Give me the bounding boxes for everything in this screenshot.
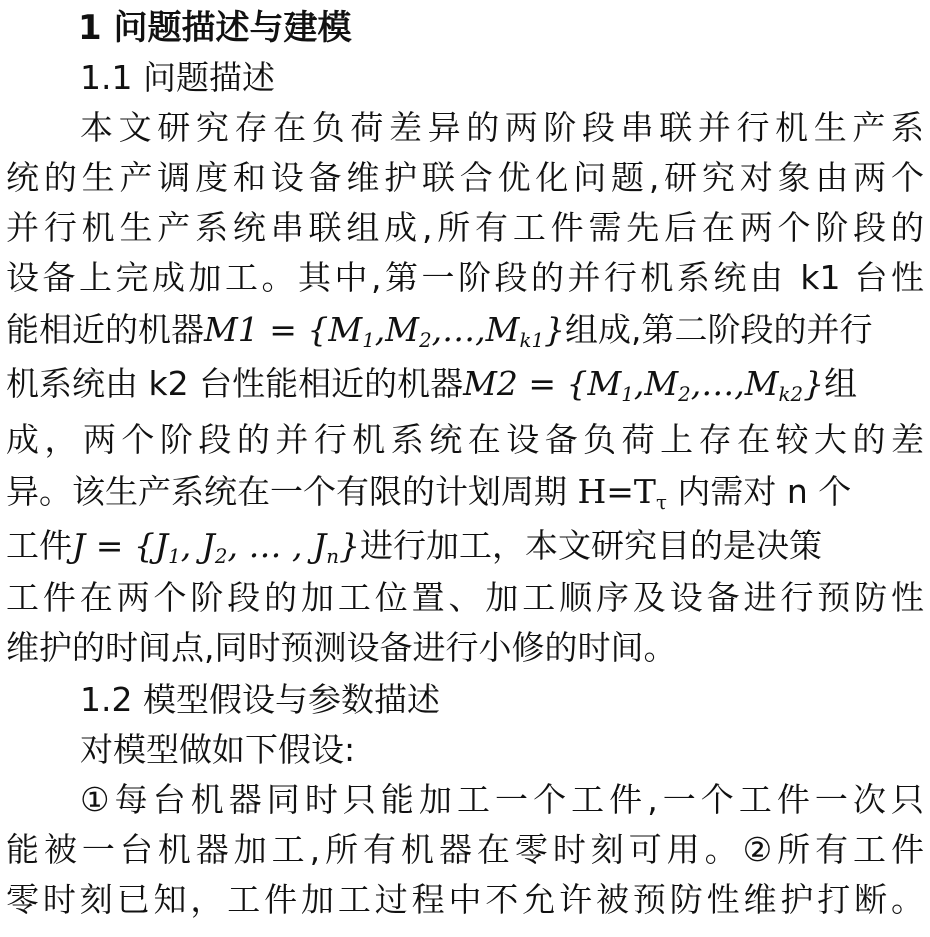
paragraph-line [6,526,924,568]
planning-horizon-formula: $H=T_\tau$ [577,472,667,514]
paragraph-line: 对模型做如下假设: [80,730,356,769]
paragraph-line: 本文研究存在负荷差异的两阶段串联并行机生产系 [80,108,924,147]
paragraph-line: 统的生产调度和设备维护联合优化问题,研究对象由两个 [6,158,924,197]
subsection-heading-1-2: 1.2 模型假设与参数描述 [80,680,440,719]
paragraph-line: ①每台机器同时只能加工一个工件,一个工件一次只 [80,780,924,819]
text-span: 组成,第二阶段的并行 [565,310,873,349]
set-m1-formula: $M1 = \{M_1,M_2,\dots,M_{k1}\}$ [204,310,566,352]
paragraph-line [6,364,924,406]
paragraph-line [6,310,924,352]
text-span: 能相近的机器 [6,310,204,349]
paragraph-line: 维护的时间点,同时预测设备进行小修的时间。 [6,628,677,667]
paragraph-line: 能被一台机器加工,所有机器在零时刻可用。②所有工件 [6,830,924,869]
paragraph-line [6,472,924,514]
text-span: 机系统由 k2 台性能相近的机器 [6,364,464,403]
text-span: 进行加工，本文研究目的是决策 [359,526,822,565]
text-span: 内需对 n 个 [677,472,852,511]
paragraph-line: 成，两个阶段的并行机系统在设备负荷上存在较大的差 [6,420,924,459]
subsection-heading-1-1: 1.1 问题描述 [80,58,275,97]
text-span: 工件 [6,526,72,565]
paragraph-line: 设备上完成加工。其中,第一阶段的并行机系统由 k1 台性 [6,258,924,297]
text-span: 组 [824,364,858,403]
section-heading: 1 问题描述与建模 [78,8,352,48]
job-set-formula: $J = \{J_1$, $J_2$, … , $J_n$} [72,526,360,568]
text-span: 异。该生产系统在一个有限的计划周期 [6,472,567,511]
paragraph-line: 零时刻已知，工件加工过程中不允许被预防性维护打断。 [6,880,924,919]
paragraph-line: 工件在两个阶段的加工位置、加工顺序及设备进行预防性 [6,578,924,617]
paragraph-line: 并行机生产系统串联组成,所有工件需先后在两个阶段的 [6,208,924,247]
set-m2-formula: $M2 = \{M_1,M_2,\dots,M_{k2}\}$ [463,364,825,406]
